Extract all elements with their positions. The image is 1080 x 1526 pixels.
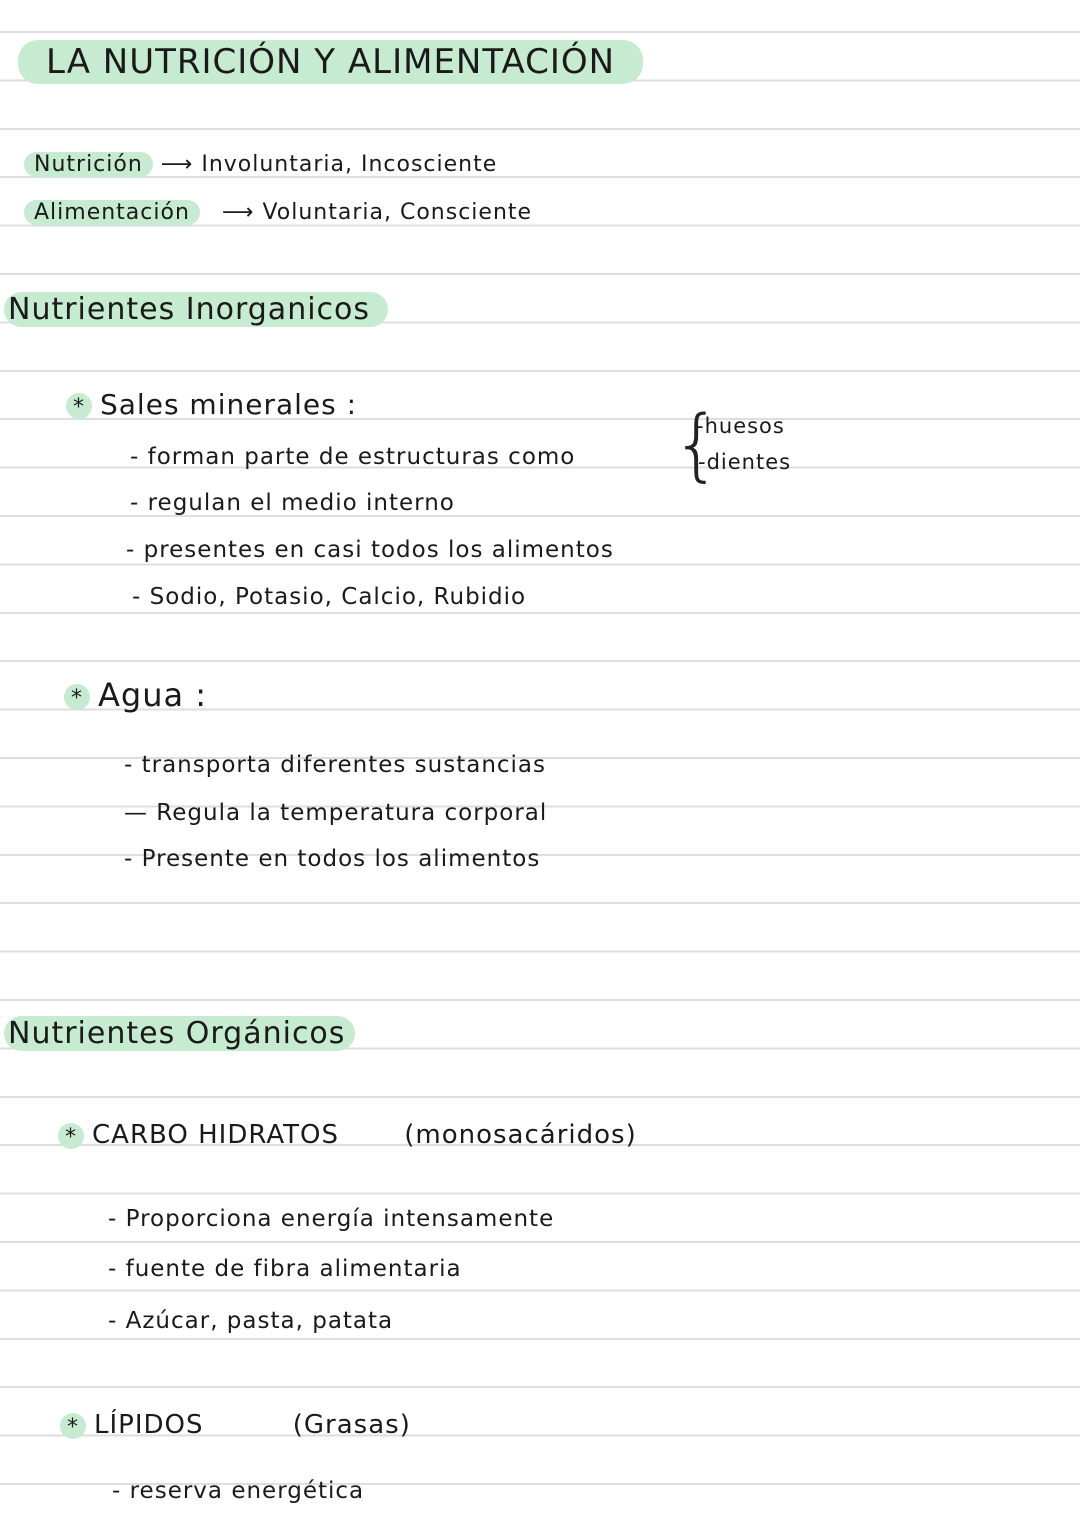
list-item: - transporta diferentes sustancias (124, 752, 547, 778)
subheading-lipidos (60, 1410, 411, 1440)
list-item: - forman parte de estructuras como (130, 444, 576, 470)
brace-item: -dientes (698, 450, 792, 474)
subheading-text: LÍPIDOS (94, 1410, 204, 1440)
asterisk-icon: * (66, 393, 92, 419)
subheading-sales (66, 388, 357, 421)
subheading-text: Agua : (98, 676, 208, 714)
definition-nutricion (24, 152, 497, 177)
section-heading-organic: Nutrientes Orgánicos (4, 1016, 355, 1051)
list-item: - Azúcar, pasta, patata (108, 1308, 394, 1334)
subheading-text: CARBO HIDRATOS (92, 1120, 339, 1150)
subheading-note: (Grasas) (292, 1410, 411, 1440)
term: Alimentación (24, 200, 200, 225)
asterisk-icon: * (60, 1413, 86, 1439)
list-item: - fuente de fibra alimentaria (108, 1256, 462, 1282)
list-item: - regulan el medio interno (130, 490, 455, 516)
desc: Involuntaria, Incosciente (201, 152, 498, 177)
term: Nutrición (24, 152, 153, 177)
section-heading-inorganic: Nutrientes Inorganicos (4, 292, 388, 327)
list-item: — Regula la temperatura corporal (124, 800, 548, 826)
asterisk-icon: * (64, 684, 90, 710)
brace-icon: { (672, 400, 722, 490)
list-item: - Sodio, Potasio, Calcio, Rubidio (132, 584, 527, 610)
definition-alimentacion (24, 200, 532, 225)
page-title: LA NUTRICIÓN Y ALIMENTACIÓN (18, 40, 643, 84)
brace-item: -huesos (696, 414, 785, 438)
list-item: - reserva energética (112, 1478, 365, 1504)
subheading-text: Sales minerales : (100, 388, 358, 421)
list-item: - Proporciona energía intensamente (108, 1206, 555, 1232)
list-item: - presentes en casi todos los alimentos (126, 537, 614, 563)
subheading-note: (monosacáridos) (404, 1120, 637, 1150)
asterisk-icon: * (58, 1123, 84, 1149)
subheading-carbohidratos (58, 1120, 637, 1150)
list-item: - Presente en todos los alimentos (124, 846, 541, 872)
desc: Voluntaria, Consciente (262, 200, 533, 225)
subheading-agua (64, 676, 207, 714)
arrow-icon: ⟶ (160, 152, 194, 177)
arrow-icon: ⟶ (221, 200, 255, 225)
